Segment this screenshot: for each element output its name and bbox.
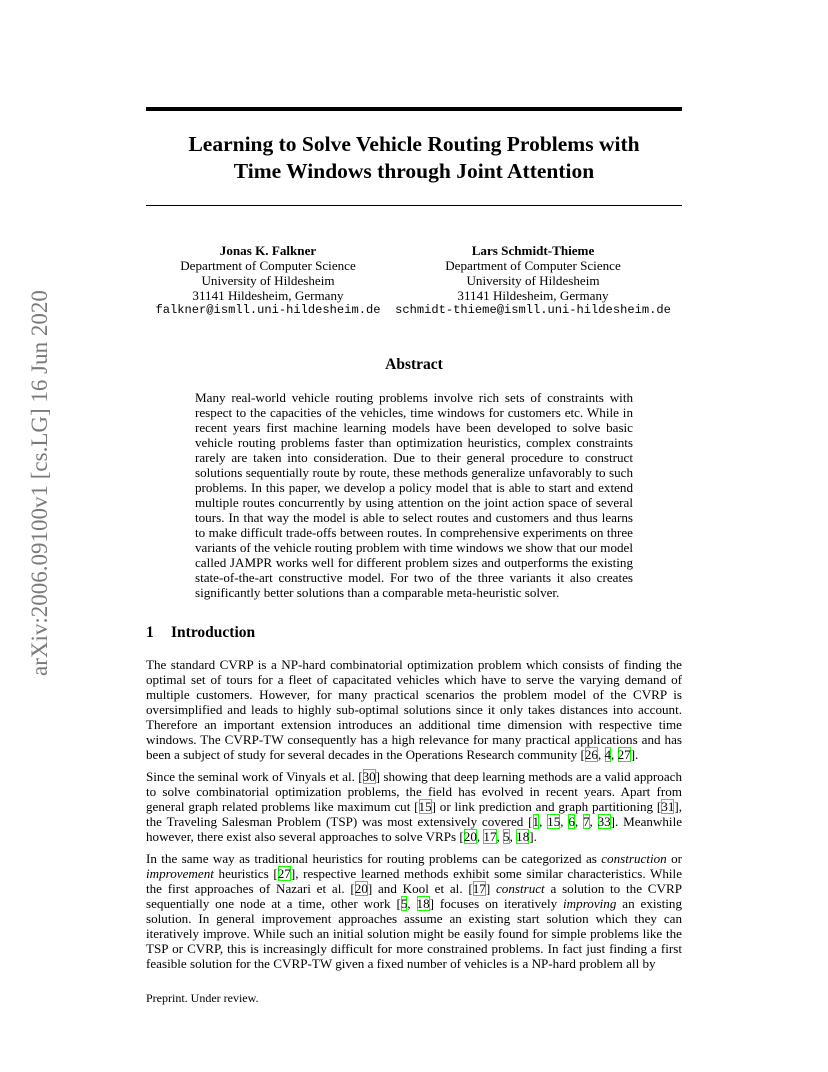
emphasis-text: construct: [495, 881, 545, 896]
citation-link[interactable]: 5: [503, 829, 510, 844]
author-address: 31141 Hildesheim, Germany: [457, 288, 609, 303]
text-run: ].: [630, 747, 639, 762]
abstract-heading: Abstract: [385, 356, 443, 373]
text-run: ,: [589, 814, 598, 829]
citation-link[interactable]: 4: [604, 747, 612, 762]
text-run: or: [666, 851, 682, 866]
citation-link[interactable]: 7: [582, 814, 590, 829]
title-bottom-rule: [146, 205, 682, 206]
citation-link[interactable]: 17: [472, 881, 486, 896]
text-run: ,: [574, 814, 583, 829]
citation-link[interactable]: 27: [617, 747, 631, 762]
author-name: Jonas K. Falkner: [219, 243, 317, 258]
text-run: ] or link prediction and graph partitioning [: [431, 799, 662, 814]
text-run: ] showing that deep learning methods are a valid approach to solve combinatorial optimization problems, the field has evolved in recent years. Apart from general graph related problems like maximum cut [: [146, 769, 682, 814]
author-email: schmidt-thieme@ismll.uni-hildesheim.de: [395, 303, 671, 317]
section-number: 1: [146, 624, 154, 641]
text-run: ]. Meanwhile however, there exist also several approaches to solve VRPs [: [146, 814, 683, 844]
paper-title: [146, 131, 682, 185]
text-run: ] and Kool et al. [: [367, 881, 473, 896]
abstract-text: Many real-world vehicle routing problems involve rich sets of constraints with respect to the capacities of the vehicles, time windows for customers etc. While in recent years first machine learning models have been developed to solve basic vehicle routing problems faster than optimization heuristics, complex constraints rarely are taken into consideration. Due to their general procedure to construct solutions sequentially route by route, these methods generalize unfavorably to such problems. In this paper, we develop a policy model that is able to start and extend multiple routes concurrently by using attention on the joint action space of several tours. In that way the model is able to select routes and customers and thus learns to make difficult trade-offs between routes. In comprehensive experiments on three variants of the vehicle routing problem with time windows we show that our model called JAMPR works well for different problem sizes and outperforms the existing state-of-the-art constructive model. For two of the three variants it also creates significantly better solutions than a comparable meta-heuristic solver.: [195, 390, 633, 600]
text-run: ], the Traveling Salesman Problem (TSP) was most extensively covered [: [146, 799, 682, 829]
author-affiliation: Department of Computer Science: [445, 258, 621, 273]
emphasis-text: construction: [601, 851, 667, 866]
citation-link[interactable]: 18: [516, 829, 530, 844]
text-run: ]: [485, 881, 496, 896]
text-run: ].: [529, 829, 537, 844]
emphasis-text: improvement: [146, 866, 214, 881]
footer-note: Preprint. Under review.: [146, 991, 259, 1005]
citation-link[interactable]: 20: [463, 829, 477, 844]
citation-link[interactable]: 1: [532, 814, 540, 829]
citation-link[interactable]: 33: [597, 814, 611, 829]
citation-link[interactable]: 15: [547, 814, 561, 829]
citation-link[interactable]: 20: [354, 881, 368, 896]
title-line-2: Time Windows through Joint Attention: [233, 159, 595, 183]
citation-link[interactable]: 15: [418, 799, 432, 814]
author-university: University of Hildesheim: [466, 273, 600, 288]
text-run: ] focuses on iteratively: [429, 896, 564, 911]
author-affiliation: Department of Computer Science: [180, 258, 356, 273]
text-run: ,: [560, 814, 569, 829]
title-top-rule: [146, 107, 682, 111]
emphasis-text: improving: [563, 896, 617, 911]
paragraph-2: [146, 769, 682, 844]
text-run: heuristics [: [213, 866, 278, 881]
text-run: ,: [597, 747, 605, 762]
citation-link[interactable]: 17: [483, 829, 497, 844]
text-run: ,: [496, 829, 504, 844]
section-title: Introduction: [171, 624, 256, 641]
author-email: falkner@ismll.uni-hildesheim.de: [155, 303, 381, 317]
citation-link[interactable]: 26: [584, 747, 598, 762]
citation-link[interactable]: 30: [362, 769, 376, 784]
citation-link[interactable]: 27: [277, 866, 291, 881]
citation-link[interactable]: 6: [568, 814, 575, 829]
text-run: Since the seminal work of Vinyals et al. [: [146, 769, 363, 784]
author-block: [152, 243, 384, 318]
text-run: ,: [539, 814, 548, 829]
citation-link[interactable]: 31: [661, 799, 675, 814]
text-run: ,: [476, 829, 484, 844]
citation-link[interactable]: 18: [416, 896, 430, 911]
text-run: The standard CVRP is a NP-hard combinatorial optimization problem which consists of finding the optimal set of tours for a fleet of capacitated vehicles which have to serve the varying demand of multiple customers. However, for many practical scenarios the problem model of the CVRP is oversimplified and leads to highly sub-optimal solutions since it only takes distances into account. Therefore an important extension introduces an additional time dimension with respective time windows. The CVRP-TW consequently has a high relevance for many practical applications and has been a subject of study for several decades in the Operations Research community [: [146, 657, 682, 762]
paragraph-1: [146, 657, 682, 762]
text-run: ,: [509, 829, 517, 844]
text-run: In the same way as traditional heuristics for routing problems can be categorized as: [146, 851, 602, 866]
author-name: Lars Schmidt-Thieme: [471, 243, 595, 258]
title-line-1: Learning to Solve Vehicle Routing Problems with: [188, 132, 640, 156]
text-run: ,: [611, 747, 618, 762]
text-run: ], respective learned methods exhibit some similar characteristics. While the first approaches of Nazari et al. [: [146, 866, 683, 896]
text-run: ,: [407, 896, 417, 911]
arxiv-sidebar-identifier: arXiv:2006.09100v1 [cs.LG] 16 Jun 2020: [27, 290, 52, 676]
citation-link[interactable]: 5: [400, 896, 408, 911]
text-run: a solution to the CVRP sequentially one node at a time, other work [: [146, 881, 682, 911]
section-body: [146, 657, 682, 978]
author-university: University of Hildesheim: [201, 273, 335, 288]
author-address: 31141 Hildesheim, Germany: [192, 288, 344, 303]
section-heading: [146, 624, 255, 642]
author-block: [392, 243, 674, 318]
text-run: an existing solution. In general improvement approaches assume an existing start solution which they can iteratively improve. While such an initial solution might be easily found for simple problems like the TSP or CVRP, this is increasingly difficult for more constrained problems. In fact just finding a first feasible solution for the CVRP-TW given a fixed number of vehicles is a NP-hard problem all by: [146, 896, 683, 971]
paragraph-3: [146, 851, 682, 971]
